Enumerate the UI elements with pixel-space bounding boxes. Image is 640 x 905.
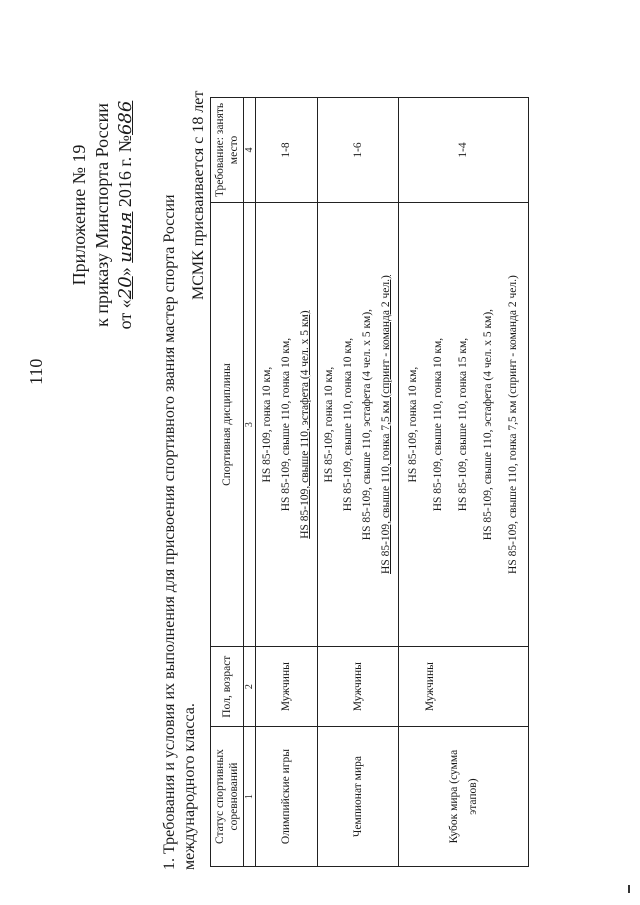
discipline-line: HS 85-109, свыше 110, гонка 15 км, bbox=[457, 337, 469, 512]
row-place: 1-6 bbox=[318, 98, 399, 203]
discipline-line: HS 85-109, свыше 110, гонка 10 км, bbox=[342, 337, 354, 512]
column-number: 1 bbox=[244, 727, 256, 867]
column-number-row bbox=[244, 98, 256, 867]
discipline-line: HS 85-109, гонка 10 км, bbox=[261, 366, 273, 483]
table-row bbox=[399, 98, 529, 867]
discipline-line: HS 85-109, свыше 110, гонка 7,5 км (спринт - команда 2 чел.) bbox=[507, 275, 519, 574]
discipline-line: HS 85-109, гонка 10 км, bbox=[323, 366, 335, 483]
handwritten-month: июня bbox=[115, 211, 136, 263]
row-status: Кубок мира (сумма этапов) bbox=[399, 727, 529, 867]
header-place: Требование: занять место bbox=[211, 98, 244, 203]
appendix-order-ref: к приказу Минспорта России bbox=[92, 103, 112, 327]
handwritten-day: 20 bbox=[115, 276, 136, 300]
row-gender: Мужчины bbox=[256, 647, 318, 727]
row-gender: Мужчины bbox=[318, 647, 399, 727]
margin-mark bbox=[628, 885, 630, 893]
table-row bbox=[318, 98, 399, 867]
column-number: 2 bbox=[244, 647, 256, 727]
appendix-block bbox=[68, 85, 137, 345]
page-number: 110 bbox=[26, 358, 46, 385]
discipline-line: HS 85-109, свыше 110, эстафета (4 чел. х 5 км) bbox=[299, 310, 311, 539]
handwritten-number: 686 bbox=[115, 100, 136, 136]
row-disciplines bbox=[318, 202, 399, 646]
section-heading: 1. Требования и условия их выполнения для присвоения спортивного звания мастер спорта России международного класса. bbox=[161, 194, 198, 870]
row-status: Олимпийские игры bbox=[256, 727, 318, 867]
appendix-title: Приложение № 19 bbox=[69, 144, 89, 286]
table-header-row bbox=[211, 98, 244, 867]
discipline-line: HS 85-109, гонка 10 км, bbox=[407, 366, 419, 483]
row-place: 1-8 bbox=[256, 98, 318, 203]
appendix-date: от «20» июня 2016 г. №686 bbox=[115, 100, 136, 330]
header-gender-age: Пол, возраст bbox=[211, 647, 244, 727]
column-number: 3 bbox=[244, 202, 256, 646]
header-status: Статус спортивных соревнований bbox=[211, 727, 244, 867]
row-gender: Мужчины bbox=[399, 647, 529, 727]
discipline-line: HS 85-109, свыше 110, гонка 7,5 км (спринт - команда 2 чел.) bbox=[380, 275, 392, 574]
discipline-line: HS 85-109, свыше 110, гонка 10 км, bbox=[280, 337, 292, 512]
requirements-table bbox=[210, 97, 529, 867]
discipline-line: HS 85-109, свыше 110, гонка 10 км, bbox=[432, 337, 444, 512]
row-place: 1-4 bbox=[399, 98, 529, 203]
age-note: МСМК присваивается с 18 лет bbox=[190, 90, 207, 300]
row-disciplines bbox=[256, 202, 318, 646]
discipline-line: HS 85-109, свыше 110, эстафета (4 чел. х 5 км), bbox=[361, 308, 373, 541]
row-disciplines bbox=[399, 202, 529, 646]
row-status: Чемпионат мира bbox=[318, 727, 399, 867]
column-number: 4 bbox=[244, 98, 256, 203]
table-row bbox=[256, 98, 318, 867]
header-disciplines: Спортивная дисциплины bbox=[211, 202, 244, 646]
discipline-line: HS 85-109, свыше 110, эстафета (4 чел. х 5 км), bbox=[482, 308, 494, 541]
